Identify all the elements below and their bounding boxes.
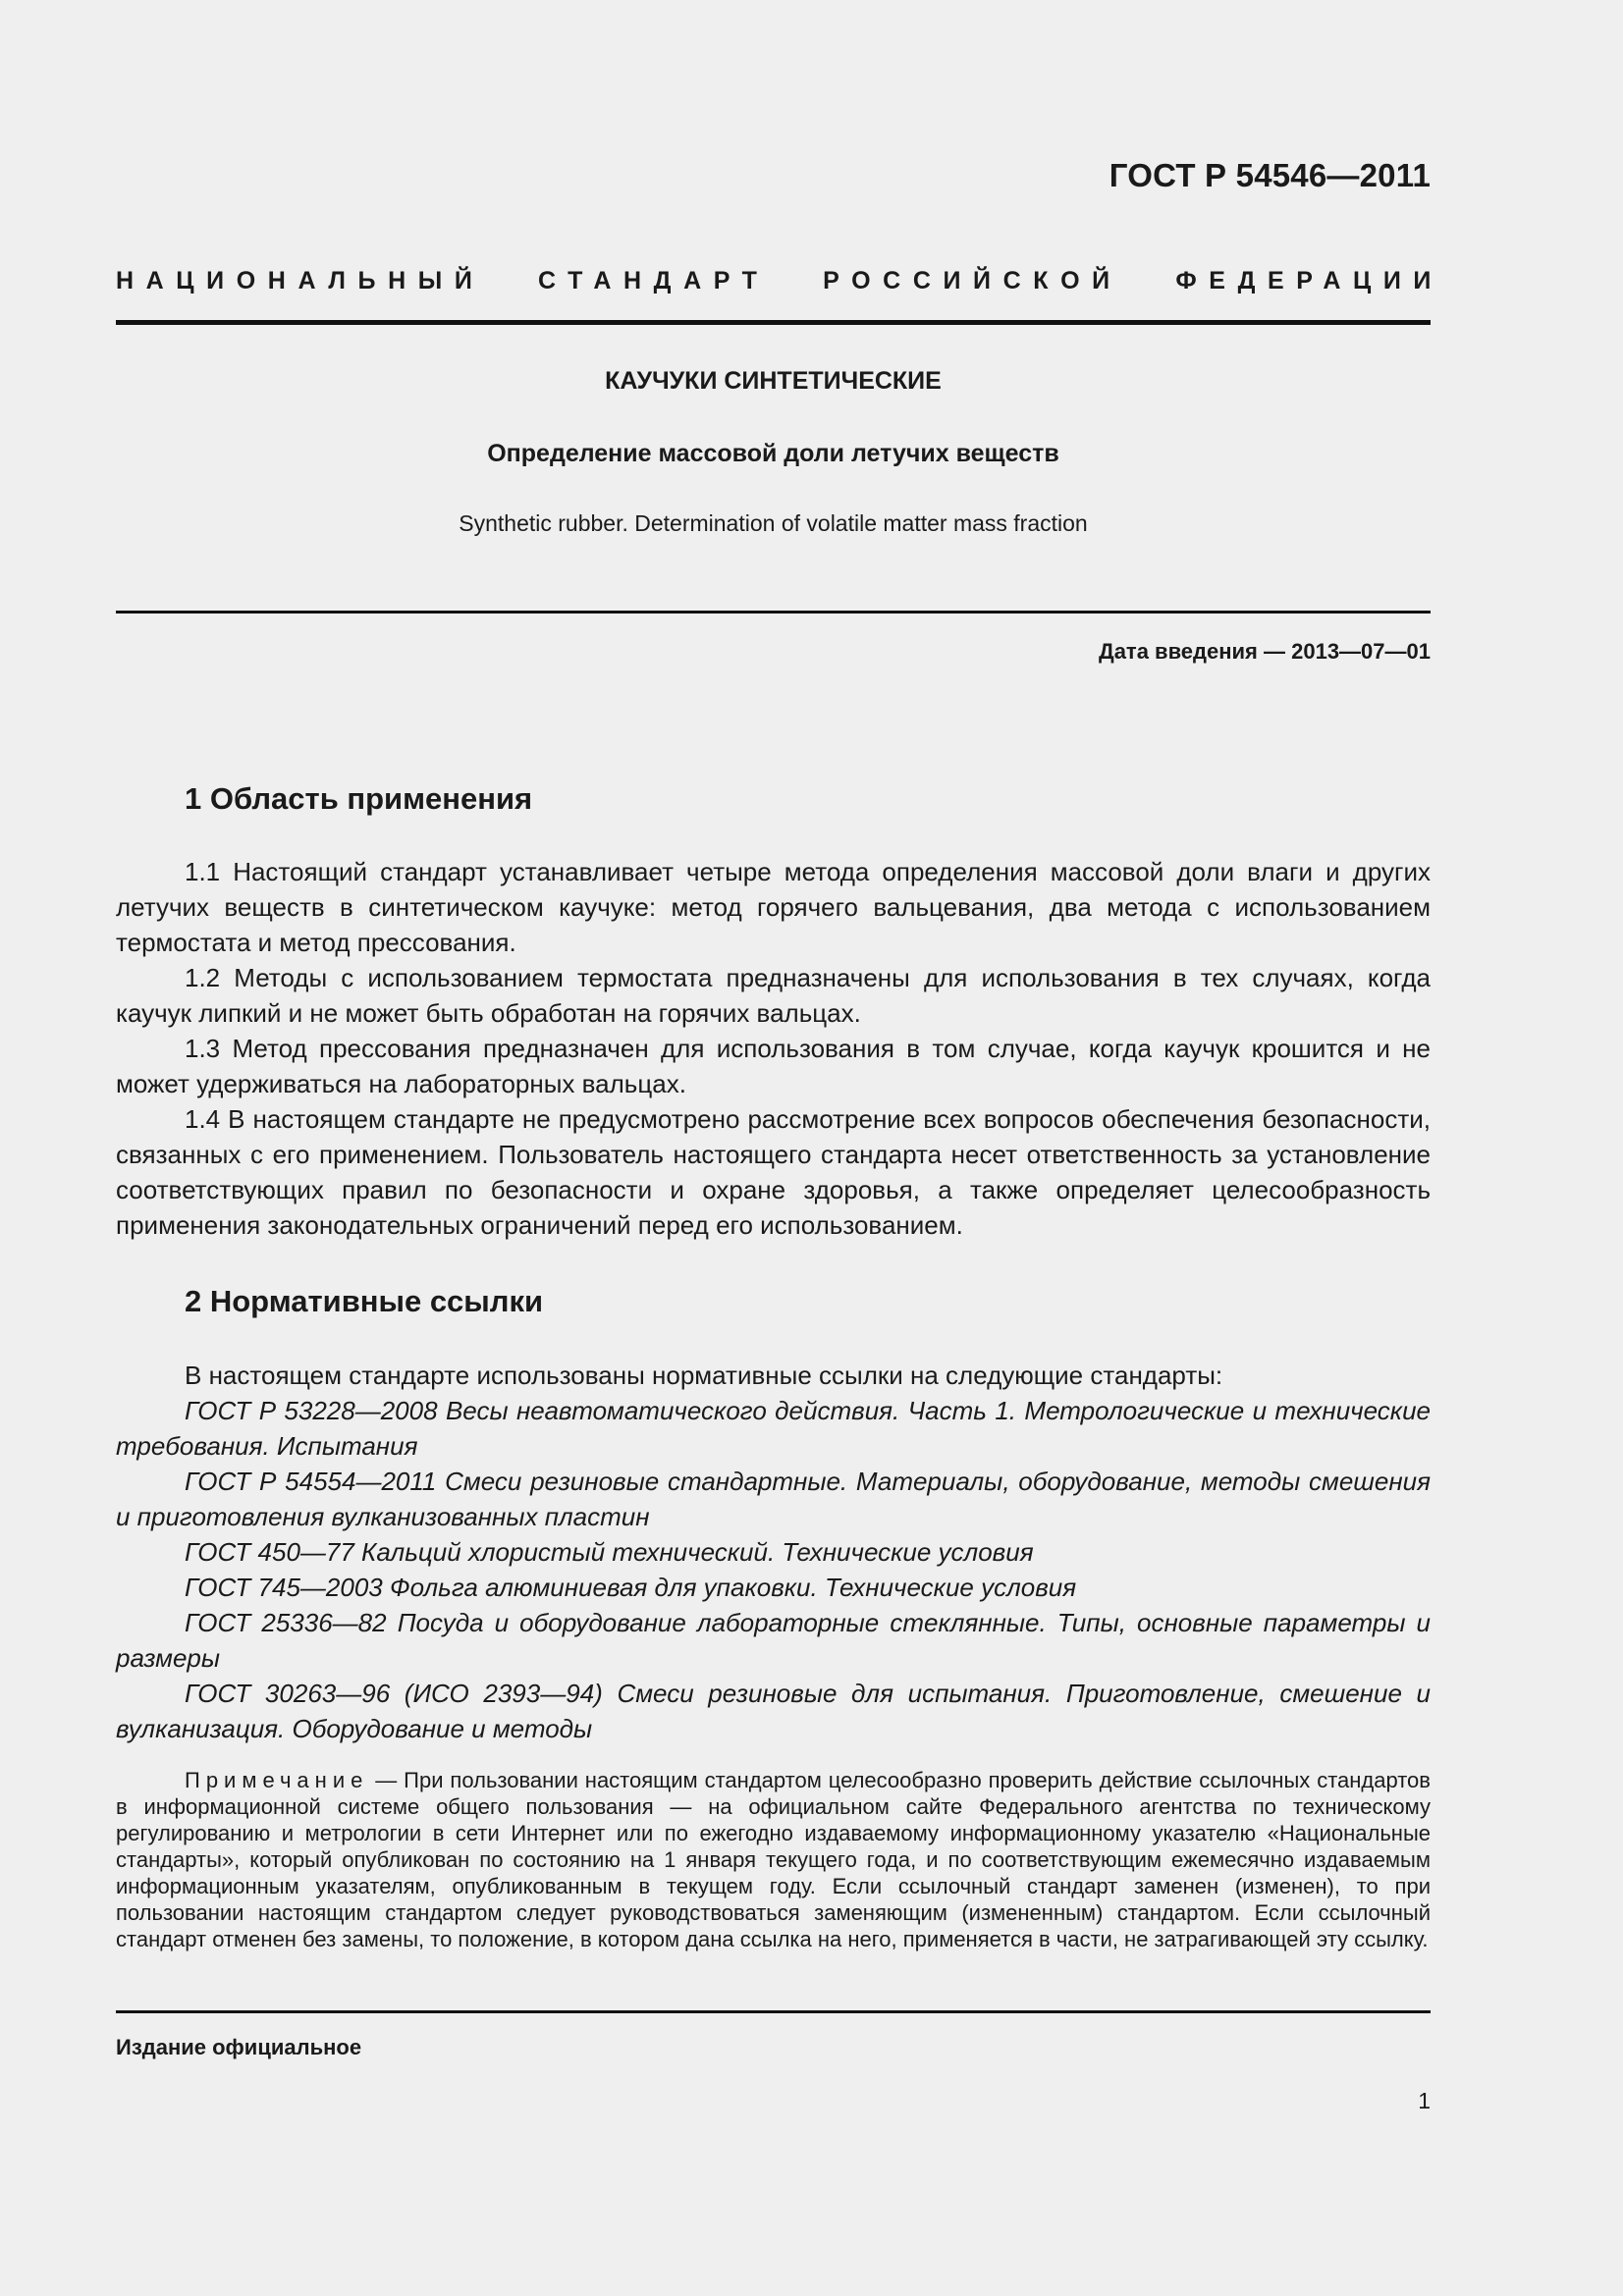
banner-word: ФЕДЕРАЦИИ [1175, 267, 1443, 294]
section-heading-references: 2 Нормативные ссылки [185, 1284, 544, 1318]
official-edition-label: Издание официальное [116, 2035, 362, 2059]
header-divider [116, 320, 1431, 325]
paragraph: 1.2 Методы с использованием термостата предназначены для использования в тех случаях, когда каучук липкий и не может быть обработан на горячих вальцах. [116, 963, 1431, 1028]
introduction-date: Дата введения — 2013—07—01 [1099, 639, 1431, 664]
banner-word: РОССИЙСКОЙ [823, 267, 1122, 294]
note [116, 1767, 1431, 1952]
footer-divider [116, 2010, 1431, 2013]
section-heading-scope: 1 Область применения [185, 781, 533, 816]
note-label: Примечание [185, 1768, 369, 1792]
document-title: КАУЧУКИ СИНТЕТИЧЕСКИЕ [605, 367, 942, 395]
banner-word: НАЦИОНАЛЬНЫЙ [116, 267, 485, 294]
note-text: — При пользовании настоящим стандартом целесообразно проверить действие ссылочных стандартов в информационной системе общего пользования — на официальном сайте Федерального агентства по техническому регулированию и метрологии в сети Интернет или по ежегодно издаваемому информационному указателю «Национальные стандарты», который опубликован по состоянию на 1 января текущего года, и по соответствующим ежемесячно издаваемым информационным указателям, опубликованным в текущем году. Если ссылочный стандарт заменен (изменен), то при пользовании настоящим стандартом следует руководствоваться заменяющим (измененным) стандартом. Если ссылочный стандарт отменен без замены, то положение, в котором дана ссылка на него, применяется в части, не затрагивающей эту ссылку. [116, 1768, 1431, 1951]
reference-item: ГОСТ Р 53228—2008 Весы неавтоматического действия. Часть 1. Метрологические и технические требования. Испытания [116, 1396, 1431, 1461]
reference-item: ГОСТ 30263—96 (ИСО 2393—94) Смеси резиновые для испытания. Приготовление, смешение и вулканизация. Оборудование и методы [116, 1679, 1431, 1743]
references-intro: В настоящем стандарте использованы нормативные ссылки на следующие стандарты: [185, 1361, 1223, 1390]
paragraph: 1.1 Настоящий стандарт устанавливает четыре метода определения массовой доли влаги и других летучих веществ в синтетическом каучуке: метод горячего вальцевания, два метода с использованием термостата и метод прессования. [116, 857, 1431, 957]
english-title: Synthetic rubber. Determination of volatile matter mass fraction [459, 510, 1088, 536]
paragraph: 1.4 В настоящем стандарте не предусмотрено рассмотрение всех вопросов обеспечения безопасности, связанных с его применением. Пользователь настоящего стандарта несет ответственность за установление соответствующих правил по безопасности и охране здоровья, а также определяет целесообразность применения законодательных ограничений перед его использованием. [116, 1104, 1431, 1240]
national-standard-banner [116, 267, 1443, 295]
standard-number: ГОСТ Р 54546—2011 [1109, 157, 1431, 193]
banner-word: СТАНДАРТ [538, 267, 770, 294]
page-number: 1 [1418, 2088, 1431, 2113]
reference-item: ГОСТ 450—77 Кальций хлористый технический. Технические условия [185, 1537, 1034, 1567]
title-divider [116, 611, 1431, 614]
reference-item: ГОСТ 745—2003 Фольга алюминиевая для упаковки. Технические условия [185, 1573, 1077, 1602]
paragraph: 1.3 Метод прессования предназначен для использования в том случае, когда каучук крошится и не может удерживаться на лабораторных вальцах. [116, 1034, 1431, 1098]
reference-item: ГОСТ 25336—82 Посуда и оборудование лабораторные стеклянные. Типы, основные параметры и размеры [116, 1608, 1431, 1673]
reference-item: ГОСТ Р 54554—2011 Смеси резиновые стандартные. Материалы, оборудование, методы смешения и приготовления вулканизованных пластин [116, 1467, 1431, 1531]
document-subtitle: Определение массовой доли летучих веществ [487, 440, 1059, 467]
